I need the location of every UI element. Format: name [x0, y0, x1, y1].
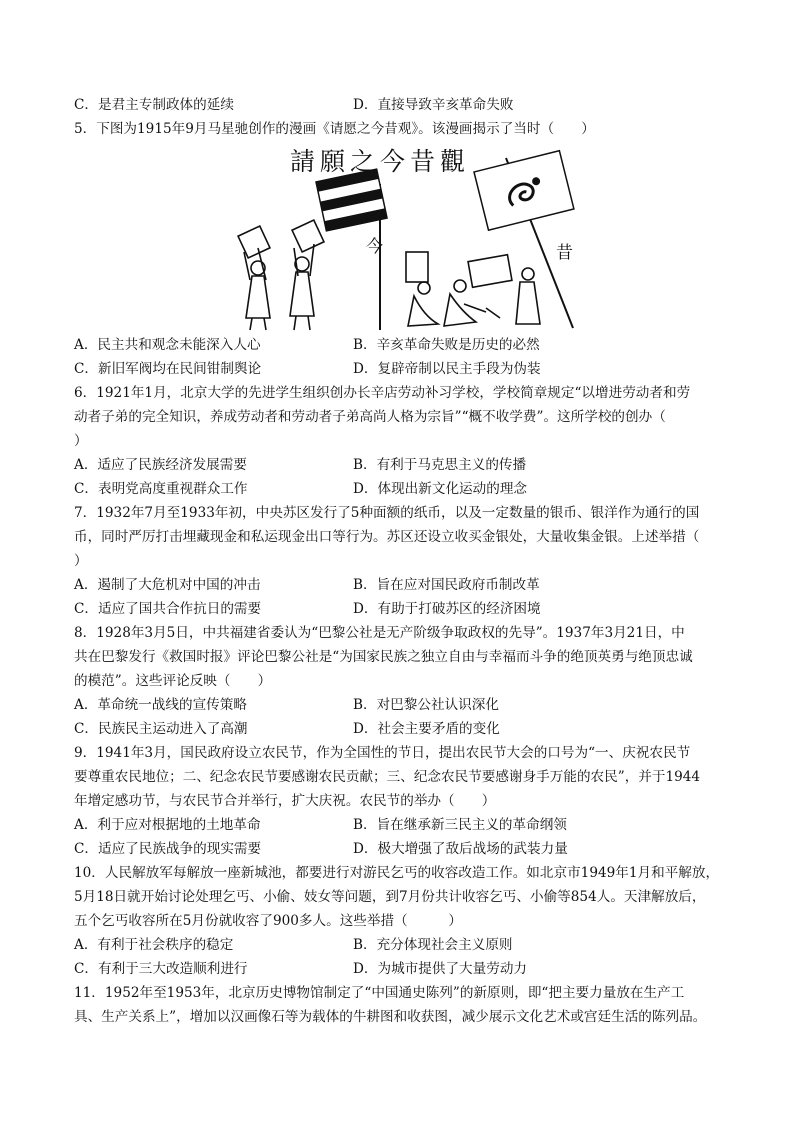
- q9-option-a: A．利于应对根据地的土地革命: [74, 817, 261, 833]
- q8-option-a: A．革命统一战线的宣传策略: [74, 697, 247, 713]
- q9-option-c: C．适应了民族战争的现实需要: [74, 841, 262, 857]
- q5-option-d: D．复辟帝制以民主手段为伪装: [353, 361, 541, 377]
- q10-option-b: B．充分体现社会主义原则: [353, 937, 513, 953]
- q6-stem-line-2: 动者子弟的完全知识，养成劳动者和劳动者子弟高尚人格为宗旨”“概不收学费”。这所学校的创办（: [74, 409, 666, 425]
- q9-option-b: B．旨在继承新三民主义的革命纲领: [353, 817, 567, 833]
- q6-option-c: C．表明党高度重视群众工作: [74, 481, 248, 497]
- q9-stem-line-2: 要尊重农民地位；二、纪念农民节要感谢农民贡献；三、纪念农民节要感谢身手万能的农民”，并于1944: [74, 769, 701, 785]
- cartoon-title: 請願之今昔觀: [290, 147, 471, 176]
- q8-stem-line-1: 8．1928年3月5日，中共福建省委认为“巴黎公社是无产阶级争取政权的先导”。1937年3月21日，中: [74, 625, 685, 641]
- label-jin: 今: [366, 237, 383, 257]
- q5-option-c: C．新旧军阀均在民间钳制舆论: [74, 361, 262, 377]
- q10-stem-line-3: 五个乞丐收容所在5月份就收容了900多人。这些举措（ ）: [74, 913, 463, 929]
- q6-option-b: B．有利于马克思主义的传播: [353, 457, 527, 473]
- q7-option-a: A．遏制了大危机对中国的冲击: [74, 577, 261, 593]
- label-xi: 昔: [556, 243, 573, 263]
- q7-option-b: B．旨在应对国民政府币制改革: [353, 577, 540, 593]
- q8-option-b: B．对巴黎公社认识深化: [353, 697, 499, 713]
- q6-stem-line-1: 6．1921年1月，北京大学的先进学生组织创办长辛店劳动补习学校，学校简章规定“以增进劳动者和劳: [74, 385, 691, 401]
- five-color-flag: [316, 169, 387, 231]
- q11-stem-line-2: 具、生产关系上”，增加以汉画像石等为载体的牛耕图和收获图，减少展示文化艺术或宫廷生活的陈列品。: [74, 1009, 707, 1025]
- q6-option-a: A．适应了民族经济发展需要: [74, 457, 247, 473]
- prev-option-c: C．是君主专制政体的延续: [74, 97, 234, 113]
- q10-option-d: D．为城市提供了大量劳动力: [353, 961, 528, 977]
- right-petitioners: [406, 252, 540, 326]
- q9-stem-line-1: 9．1941年3月，国民政府设立农民节，作为全国性的节日，提出农民节大会的口号为“一、庆祝农民节: [74, 745, 691, 761]
- q5-option-b: B．辛亥革命失败是历史的必然: [353, 337, 540, 353]
- q7-stem-line-1: 7．1932年7月至1933年初，中央苏区发行了5种面额的纸币，以及一定数量的银币、银洋作为通行的国: [74, 505, 700, 521]
- q6-stem-line-3: ）: [74, 433, 88, 449]
- q7-stem-line-2: 币，同时严厉打击埋藏现金和私运现金出口等行为。苏区还设立收买金银处，大量收集金银。上述举措（: [74, 529, 700, 545]
- q8-option-d: D．社会主要矛盾的变化: [353, 721, 500, 737]
- q7-option-d: D．有助于打破苏区的经济困境: [353, 601, 541, 617]
- q11-stem-line-1: 11．1952年至1953年，北京历史博物馆制定了“中国通史陈列”的新原则，即“把主要力量放在生产工: [74, 985, 685, 1001]
- q9-option-d: D．极大增强了敌后战场的武装力量: [353, 841, 568, 857]
- prev-option-d: D．直接导致辛亥革命失败: [353, 97, 514, 113]
- q7-option-c: C．适应了国共合作抗日的需要: [74, 601, 262, 617]
- q8-option-c: C．民族民主运动进入了高潮: [74, 721, 248, 737]
- q5-stem: 5．下图为1915年9月马星驰创作的漫画《请愿之今昔观》。该漫画揭示了当时（ ）: [74, 121, 595, 137]
- left-petitioners: [238, 220, 324, 330]
- q6-option-d: D．体现出新文化运动的理念: [353, 481, 528, 497]
- q5-option-a: A．民主共和观念未能深入人心: [74, 337, 261, 353]
- dragon-flag: [474, 151, 574, 231]
- q9-stem-line-3: 年增定感功节，与农民节合并举行，扩大庆祝。农民节的举办（ ）: [74, 793, 496, 809]
- q10-stem-line-2: 5月18日就开始讨论处理乞丐、小偷、妓女等问题，到7月份共计收容乞丐、小偷等854人。天津解放后，: [74, 889, 706, 905]
- q8-stem-line-2: 共在巴黎发行《救国时报》评论巴黎公社是“为国家民族之独立自由与幸福而斗争的绝顶英勇与绝顶忠诚: [74, 649, 693, 665]
- q5-cartoon-figure: [228, 140, 583, 332]
- q10-option-a: A．有利于社会秩序的稳定: [74, 937, 234, 953]
- q10-option-c: C．有利于三大改造顺利进行: [74, 961, 248, 977]
- q7-stem-line-3: ）: [74, 553, 88, 569]
- q10-stem-line-1: 10．人民解放军每解放一座新城池，都要进行对游民乞丐的收容改造工作。如北京市1949年1月和平解放，: [74, 865, 720, 881]
- q8-stem-line-3: 的模范”。这些评论反映（ ）: [74, 673, 272, 689]
